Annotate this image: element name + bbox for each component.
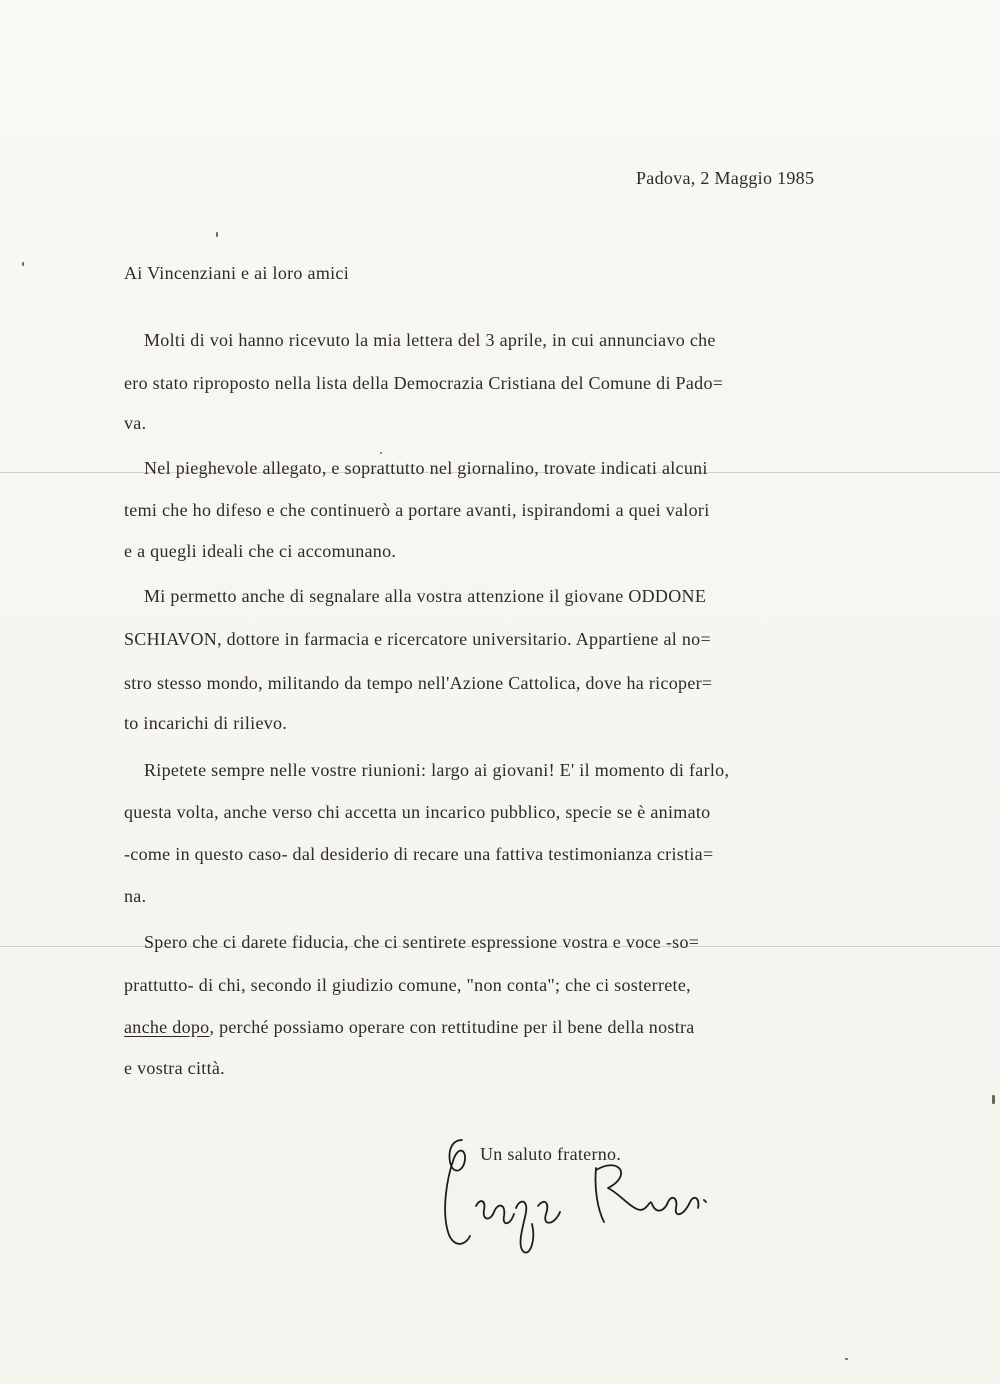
body-line: Ripetete sempre nelle vostre riunioni: largo ai giovani! E' il momento di farlo, [144, 760, 730, 780]
body-line: prattutto- di chi, secondo il giudizio comune, "non conta"; che ci sosterrete, [124, 975, 691, 995]
body-line: -come in questo caso- dal desiderio di recare una fattiva testimonianza cristia= [124, 844, 714, 864]
body-line: e a quegli ideali che ci accomunano. [124, 541, 397, 561]
body-line: va. [124, 413, 147, 433]
underlined-phrase: anche dopo [124, 1017, 210, 1037]
body-line: na. [124, 886, 147, 906]
body-line: e vostra città. [124, 1058, 225, 1078]
body-line: Spero che ci darete fiducia, che ci sentirete espressione vostra e voce -so= [144, 932, 700, 952]
body-line: ero stato riproposto nella lista della Democrazia Cristiana del Comune di Pado= [124, 373, 724, 393]
body-line: to incarichi di rilievo. [124, 713, 288, 733]
body-line: Nel pieghevole allegato, e soprattutto nel giornalino, trovate indicati alcuni [144, 458, 708, 478]
body-line: stro stesso mondo, militando da tempo nell'Azione Cattolica, dove ha ricoper= [124, 673, 713, 693]
body-line: Molti di voi hanno ricevuto la mia lettera del 3 aprile, in cui annunciavo che [144, 330, 716, 350]
body-line [124, 1017, 695, 1038]
body-line: Mi permetto anche di segnalare alla vostra attenzione il giovane ODDONE [144, 586, 707, 606]
body-line: questa volta, anche verso chi accetta un incarico pubblico, specie se è animato [124, 802, 711, 822]
letter-salutation: Ai Vincenziani e ai loro amici [124, 263, 350, 283]
paper-speck [380, 452, 382, 454]
letter-closing: Un saluto fraterno. [480, 1144, 622, 1164]
paper-speck [845, 1358, 848, 1360]
paper-speck [992, 1095, 995, 1104]
body-line-rest: , perché possiamo operare con rettitudine per il bene della nostra [209, 1017, 695, 1037]
handwritten-signature [436, 1128, 726, 1258]
body-line: SCHIAVON, dottore in farmacia e ricercatore universitario. Appartiene al no= [124, 629, 711, 649]
paper-speck [22, 262, 24, 266]
letter-date: Padova, 2 Maggio 1985 [636, 168, 815, 188]
paper-speck [216, 232, 218, 237]
body-line: temi che ho difeso e che continuerò a portare avanti, ispirandomi a quei valori [124, 500, 710, 520]
